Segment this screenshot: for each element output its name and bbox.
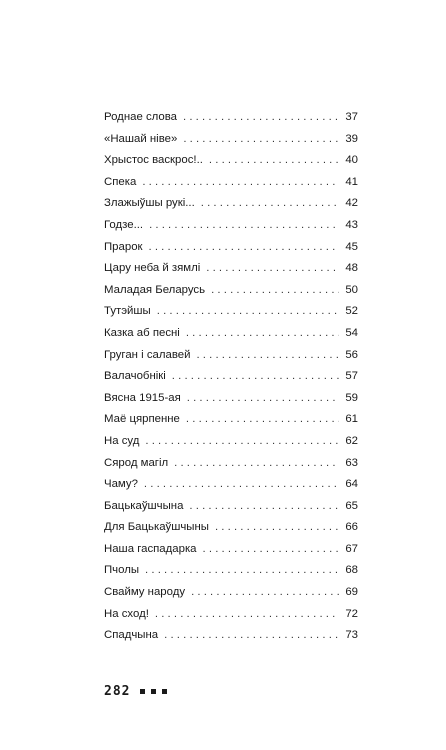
toc-entry-page: 52 <box>345 305 358 318</box>
dot-leader <box>209 150 339 172</box>
toc-entry-page: 72 <box>345 607 358 620</box>
dot-leader <box>142 172 339 194</box>
toc-entry <box>104 517 358 539</box>
toc-entry-title: Прарок <box>104 240 143 253</box>
toc-entry-page: 64 <box>345 478 358 491</box>
toc-entry-title: Наша гаспадарка <box>104 542 197 555</box>
dot-leader <box>211 280 339 302</box>
toc-entry-title: «Нашай ніве» <box>104 132 178 145</box>
dot-leader <box>157 301 339 323</box>
toc-entry-title: Чаму? <box>104 478 138 491</box>
toc-entry-title: Пчолы <box>104 564 140 577</box>
dot-leader <box>149 237 339 259</box>
dot-leader <box>183 107 339 129</box>
toc-entry-page: 69 <box>345 586 358 599</box>
toc-entry-title: Хрыстос васкрос!.. <box>104 154 203 167</box>
toc-entry-page: 39 <box>345 132 358 145</box>
toc-entry-page: 62 <box>345 434 358 447</box>
toc-entry-page: 48 <box>345 262 358 275</box>
toc-entry-title: Тутэйшы <box>104 305 151 318</box>
toc-entry-title: На суд <box>104 434 140 447</box>
toc-entry-title: Казка аб песні <box>104 326 180 339</box>
page-footer <box>104 684 167 699</box>
toc-entry <box>104 604 358 626</box>
dot-leader <box>215 517 339 539</box>
toc-entry-title: Роднае слова <box>104 111 178 123</box>
toc-entry-page: 43 <box>345 218 358 231</box>
toc-entry <box>104 172 358 194</box>
toc-entry-page: 56 <box>345 348 358 361</box>
toc-entry-title: Вясна 1915-ая <box>104 391 181 404</box>
toc-entry <box>104 539 358 561</box>
dot-leader <box>144 474 339 496</box>
page-number: 282 <box>104 684 131 699</box>
toc-entry-title: Валачобнікі <box>104 370 166 383</box>
toc-entry-page: 50 <box>345 283 358 296</box>
toc-entry-title: Цару неба й зямлі <box>104 262 201 275</box>
dot-leader <box>164 625 339 647</box>
toc-entry-title: Злажыўшы рукі... <box>104 197 195 210</box>
toc-entry-page: 57 <box>345 370 358 383</box>
dot-leader <box>201 193 339 215</box>
toc-entry-title: Свайму народу <box>104 586 186 599</box>
dot-leader <box>149 215 339 237</box>
toc-entry <box>104 237 358 259</box>
toc-entry <box>104 431 358 453</box>
dot-leader <box>206 258 339 280</box>
toc-entry <box>104 301 358 323</box>
toc-entry-page: 59 <box>345 391 358 404</box>
square-icon <box>162 689 167 694</box>
toc-entry-title: Годзе... <box>104 218 144 231</box>
toc-entry-title: Маладая Беларусь <box>104 283 206 296</box>
toc-entry-title: Для Бацькаўшчыны <box>104 521 209 534</box>
toc-entry <box>104 193 358 215</box>
toc-entry <box>104 560 358 582</box>
toc-entry <box>104 323 358 345</box>
toc-entry-page: 61 <box>345 413 358 426</box>
dot-leader <box>191 582 339 604</box>
toc-entry <box>104 366 358 388</box>
toc-entry-page: 73 <box>345 629 358 642</box>
toc-entry <box>104 215 358 237</box>
toc-entry <box>104 409 358 431</box>
toc-entry-page: 67 <box>345 542 358 555</box>
toc-entry <box>104 496 358 518</box>
toc-entry <box>104 107 358 129</box>
dot-leader <box>145 560 339 582</box>
toc-entry <box>104 258 358 280</box>
toc-entry-page: 37 <box>345 111 358 123</box>
toc-entry <box>104 625 358 647</box>
dot-leader <box>172 366 339 388</box>
toc-entry-page: 45 <box>345 240 358 253</box>
toc-entry-page: 42 <box>345 197 358 210</box>
dot-leader <box>196 345 339 367</box>
toc-entry-page: 68 <box>345 564 358 577</box>
dot-leader <box>186 323 339 345</box>
toc-entry-page: 54 <box>345 326 358 339</box>
toc-entry <box>104 582 358 604</box>
toc-entry-title: Маё цярпенне <box>104 413 180 426</box>
toc-entry <box>104 150 358 172</box>
toc-entry <box>104 280 358 302</box>
table-of-contents <box>104 107 358 647</box>
toc-entry-title: Бацькаўшчына <box>104 499 184 512</box>
toc-entry <box>104 474 358 496</box>
toc-entry-title: Груган і салавей <box>104 348 191 361</box>
toc-entry <box>104 345 358 367</box>
dot-leader <box>174 453 339 475</box>
toc-entry-title: Сярод магіл <box>104 456 169 469</box>
toc-entry-page: 63 <box>345 456 358 469</box>
toc-entry-page: 66 <box>345 521 358 534</box>
toc-entry <box>104 453 358 475</box>
toc-entry-title: На сход! <box>104 607 149 620</box>
toc-entry-title: Спадчына <box>104 629 159 642</box>
dot-leader <box>189 496 339 518</box>
toc-entry-page: 65 <box>345 499 358 512</box>
dot-leader <box>155 604 339 626</box>
toc-entry-title: Спека <box>104 175 137 188</box>
dot-leader <box>186 409 339 431</box>
dot-leader <box>183 129 339 151</box>
decorative-squares <box>140 689 167 694</box>
toc-entry-page: 41 <box>345 175 358 188</box>
toc-entry <box>104 388 358 410</box>
dot-leader <box>203 539 339 561</box>
dot-leader <box>187 388 339 410</box>
toc-entry <box>104 129 358 151</box>
square-icon <box>140 689 145 694</box>
square-icon <box>151 689 156 694</box>
toc-entry-page: 40 <box>345 154 358 167</box>
dot-leader <box>145 431 339 453</box>
